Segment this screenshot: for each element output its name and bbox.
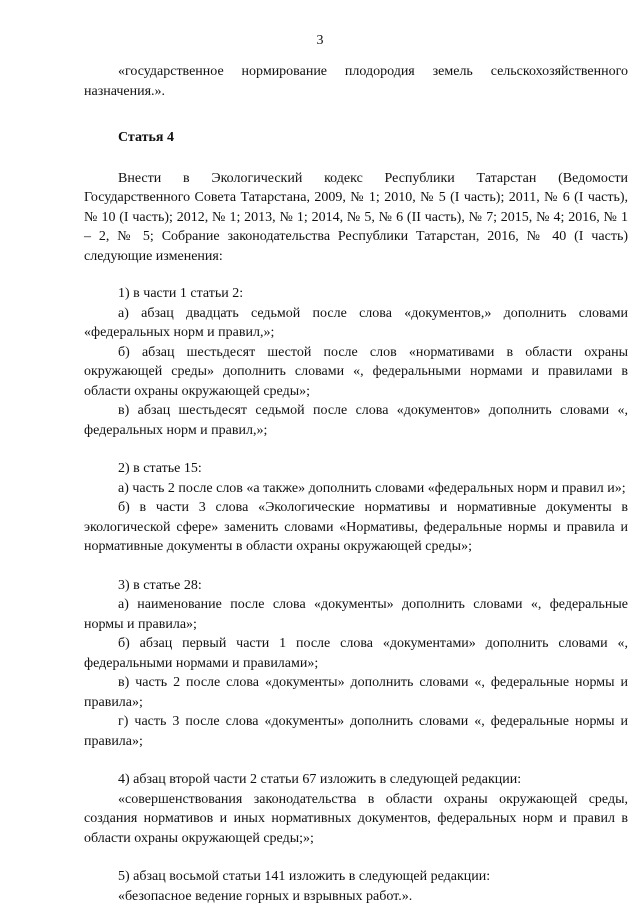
paragraph-item-4-text: «совершенствования законодательства в области охраны окружающей среды, создания нормативов и иных нормативных документов, федеральных норм и правил в области охраны окружающей среды;»; bbox=[84, 790, 628, 849]
paragraph-item-5-text: «безопасное ведение горных и взрывных работ.». bbox=[84, 887, 628, 906]
paragraph-item-5: 5) абзац восьмой статьи 141 изложить в следующей редакции: bbox=[84, 867, 628, 887]
page-number: 3 bbox=[0, 31, 640, 51]
article-heading: Статья 4 bbox=[118, 128, 628, 148]
paragraph-item-1b: б) абзац шестьдесят шестой после слов «нормативами в области охраны окружающей среды» дополнить словами «, федеральными нормами и правилами в области охраны окружающей среды»; bbox=[84, 343, 628, 402]
paragraph-item-1: 1) в части 1 статьи 2: bbox=[84, 284, 628, 304]
paragraph-item-3d: г) часть 3 после слова «документы» дополнить словами «, федеральные нормы и правила»; bbox=[84, 712, 628, 751]
paragraph-closing-quote: «государственное нормирование плодородия земель сельскохозяйственного назначения.». bbox=[84, 62, 628, 101]
paragraph-item-2a: а) часть 2 после слов «а также» дополнить словами «федеральных норм и правил и»; bbox=[84, 479, 628, 499]
paragraph-item-3: 3) в статье 28: bbox=[84, 576, 628, 596]
paragraph-item-1a: а) абзац двадцать седьмой после слова «документов,» дополнить словами «федеральных норм и правил,»; bbox=[84, 304, 628, 343]
paragraph-item-2: 2) в статье 15: bbox=[84, 459, 628, 479]
paragraph-item-1c: в) абзац шестьдесят седьмой после слова «документов» дополнить словами «, федеральных норм и правил,»; bbox=[84, 401, 628, 440]
paragraph-item-3a: а) наименование после слова «документы» дополнить словами «, федеральные нормы и правила»; bbox=[84, 595, 628, 634]
document-body bbox=[84, 62, 628, 906]
paragraph-item-4: 4) абзац второй части 2 статьи 67 изложить в следующей редакции: bbox=[84, 770, 628, 790]
paragraph-item-3b: б) абзац первый части 1 после слова «документами» дополнить словами «, федеральными нормами и правилами»; bbox=[84, 634, 628, 673]
paragraph-item-2b: б) в части 3 слова «Экологические нормативы и нормативные документы в экологической сфере» заменить словами «Нормативы, федеральные нормы и правила и нормативные документы в области охраны окружающей среды»; bbox=[84, 498, 628, 557]
paragraph-intro: Внести в Экологический кодекс Республики Татарстан (Ведомости Государственного Совета Татарстана, 2009, № 1; 2010, № 5 (I часть); 2011, № 6 (I часть), № 10 (I часть); 2012, № 1; 2013, № 1; 2014, № 5, № 6 (II часть), № 7; 2015, № 4; 2016, № 1 – 2, № 5; Собрание законодательства Республики Татарстан, 2016, № 40 (I часть) следующие изменения: bbox=[84, 169, 628, 267]
paragraph-item-3c: в) часть 2 после слова «документы» дополнить словами «, федеральные нормы и правила»; bbox=[84, 673, 628, 712]
